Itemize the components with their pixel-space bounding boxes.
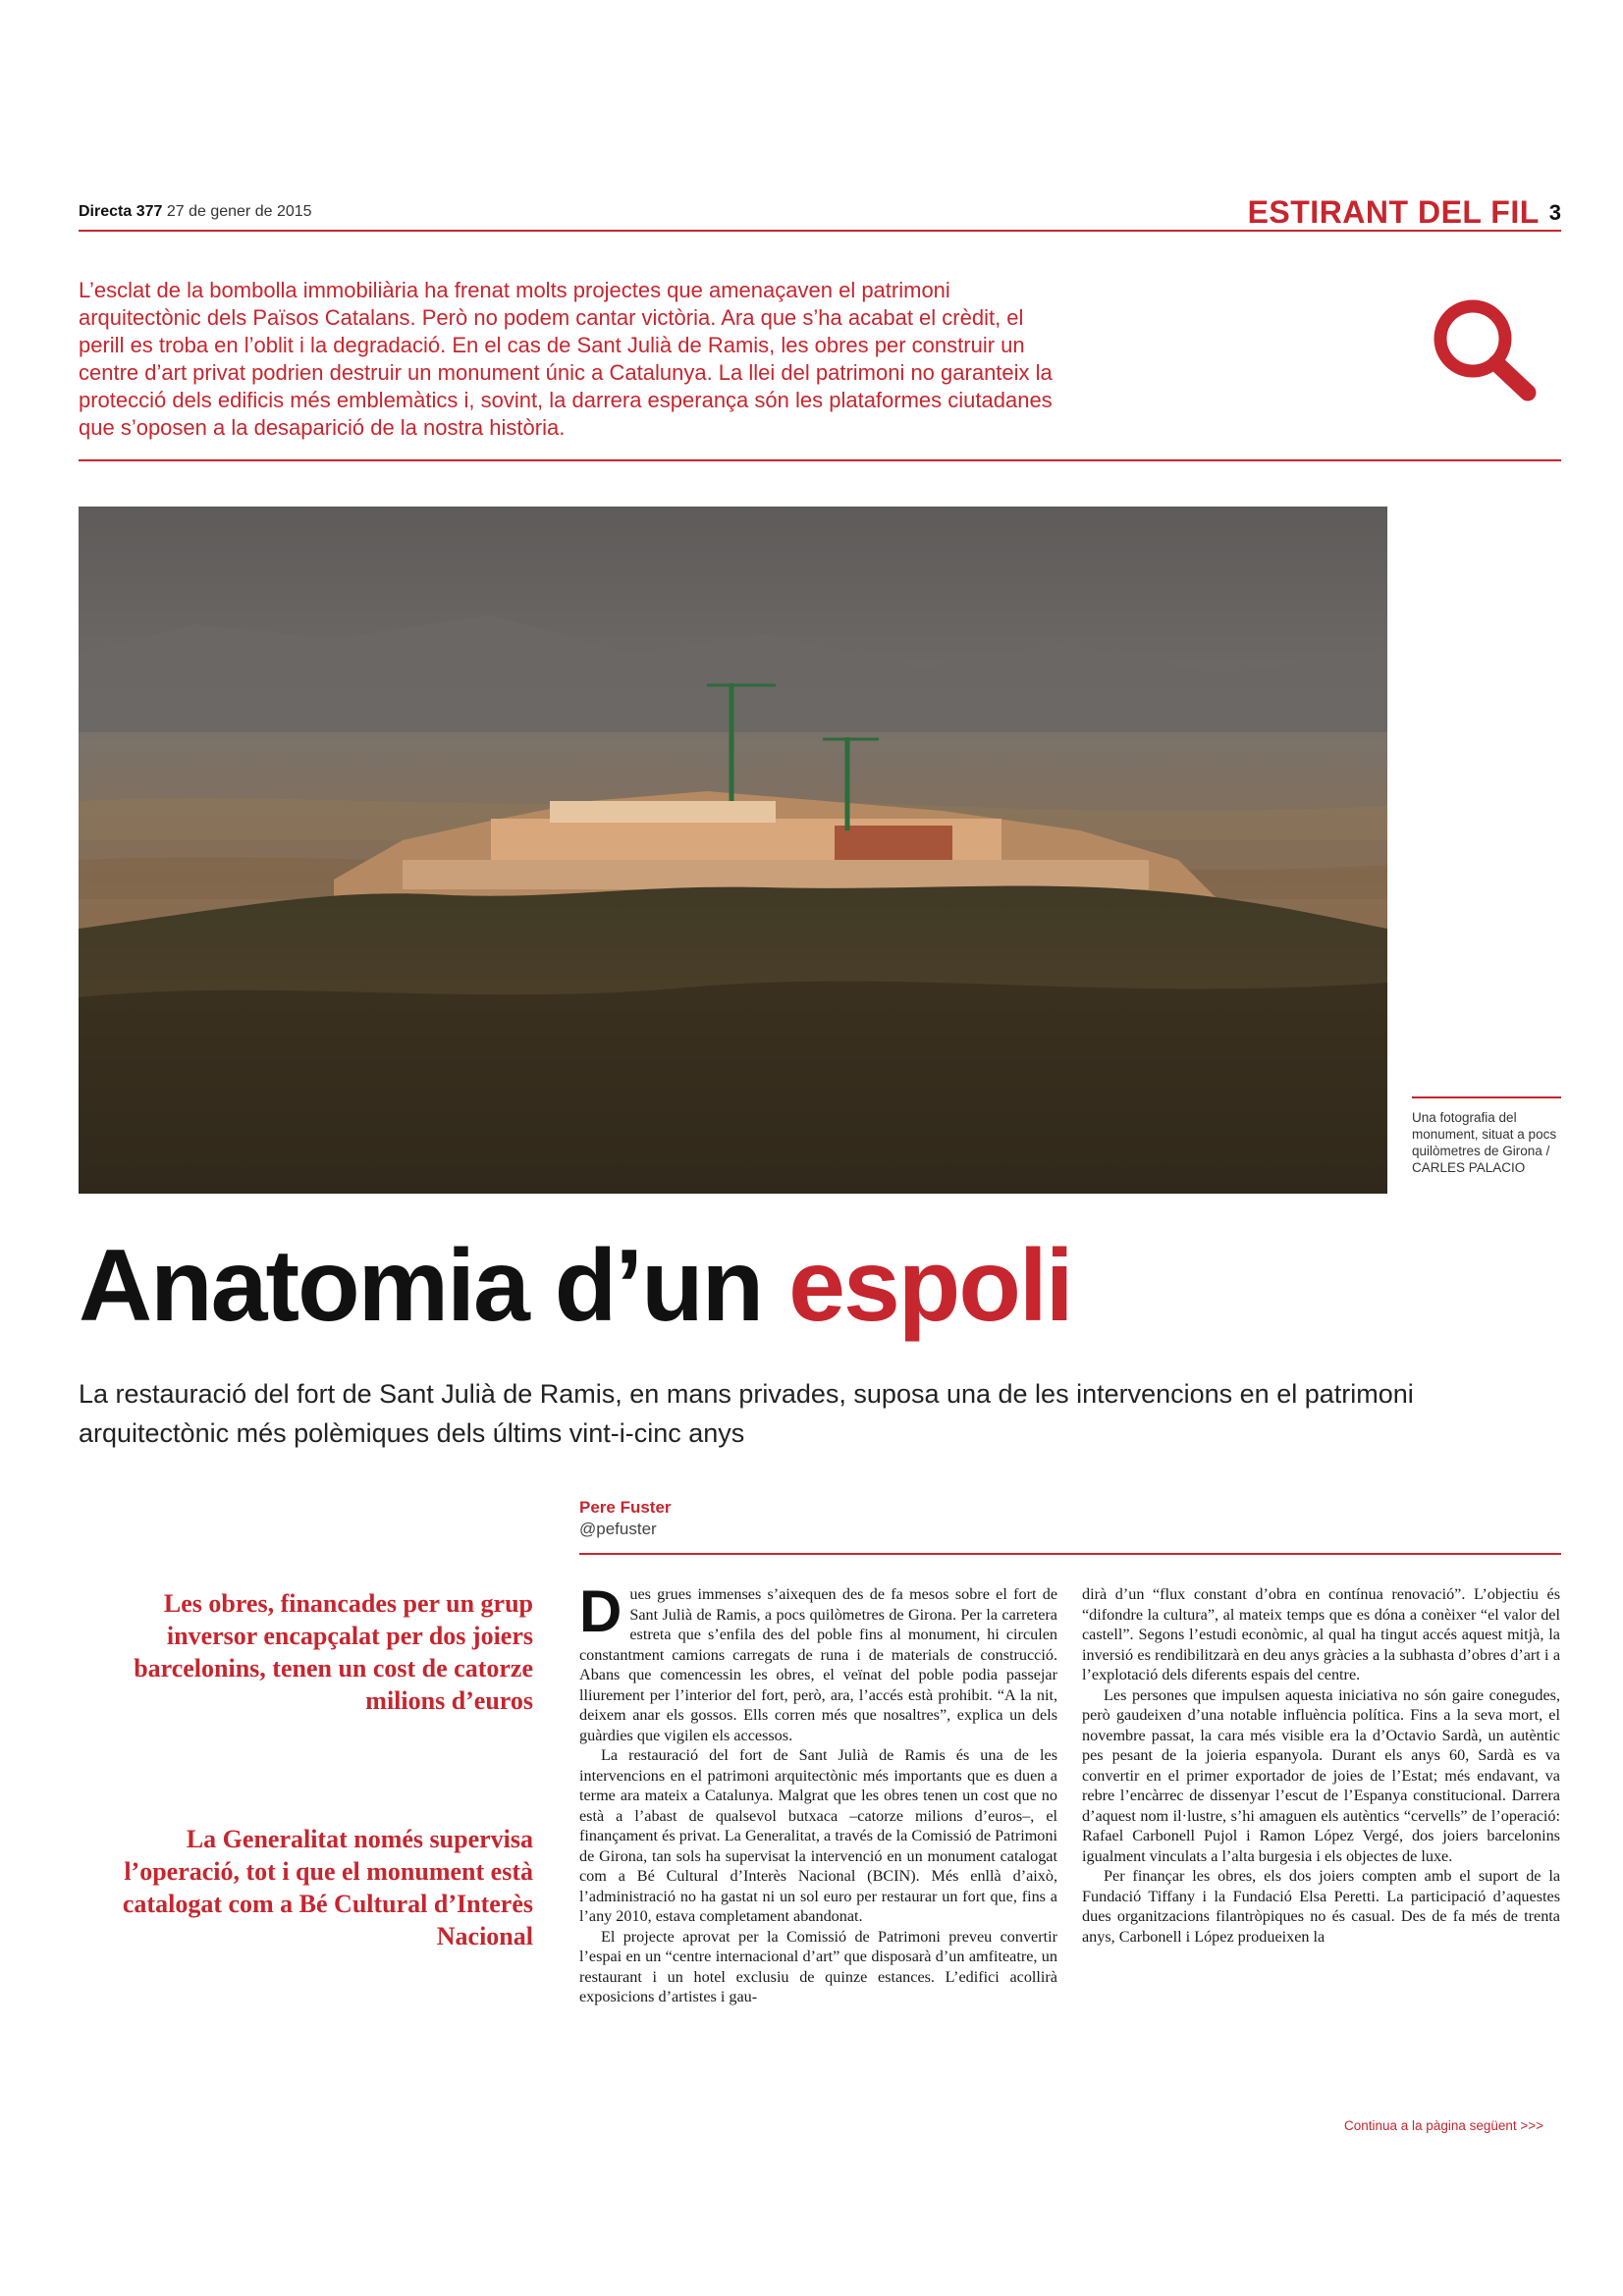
section-title: ESTIRANT DEL FIL: [1247, 194, 1540, 230]
headline: [79, 1229, 1072, 1343]
author-name: Pere Fuster: [579, 1498, 672, 1517]
page-number: 3: [1548, 200, 1561, 225]
issue-date: 27 de gener de 2015: [166, 203, 312, 220]
headline-main: Anatomia d’un: [79, 1229, 789, 1343]
body-column-1: [579, 1578, 1057, 2007]
pull-quote: Les obres, financades per un grup inversor encapçalat per dos joiers barcelonins, tenen un cost de catorze milions d’euros: [134, 1589, 533, 1715]
section-header: [1248, 194, 1561, 231]
body-column-2: [1082, 1584, 1560, 1947]
body-paragraph: Les persones que impulsen aquesta iniciativa no són gaire conegudes, però gaudeixen d’una notable influència política. Fins a la seva mort, el novembre passat, la cara més visible era la d’Octavio Sardà, un autèntic pes pesant de la joieria espanyola. Durant els anys 60, Sardà es va convertir en el primer exportador de joies de l’Estat; més endavant, va rebre l’encàrrec de dissenyar l’escut de l’Espanya constitucional. Darrera d’aquest nom il·lustre, s’hi amaguen els autèntics “cervells” de l’operació: Rafael Carbonell Pujol i Ramon López Vergé, dos joiers barcelonins igualment vinculats a l’alta burgesia i els objectes de luxe.: [1082, 1685, 1560, 1865]
fort-photo: [79, 507, 1387, 1194]
deck-subtitle: La restauració del fort de Sant Julià de Ramis, en mans privades, suposa una de les intervencions en el patrimoni arquitectònic més polèmiques dels últims vint-i-cinc anys: [79, 1379, 1414, 1448]
author-handle[interactable]: @pefuster: [579, 1520, 657, 1538]
publication-name: Directa 377: [79, 203, 163, 220]
dropcap: D: [579, 1578, 622, 1644]
continued-link[interactable]: Continua a la pàgina següent >>>: [1344, 2118, 1544, 2133]
publication-date-line: [79, 203, 312, 221]
intro-rule: [79, 459, 1561, 461]
body-paragraph: dirà d’un “flux constant d’obra en contínua renovació”. L’objectiu és “difondre la cultura”, al mateix temps que es dóna a conèixer “el valor del castell”. Segons l’estudi econòmic, al qual ha tingut accés aquest mitjà, la inversió es rendibilitzarà en deu anys gràcies a la subhasta d’obres d’art i a l’explotació dels diferents espais del centre.: [1082, 1585, 1560, 1683]
caption-rule: [1412, 1096, 1561, 1098]
search-icon: [1426, 294, 1543, 402]
headline-accent: espoli: [788, 1229, 1072, 1343]
byline: [579, 1497, 672, 1540]
body-paragraph: La restauració del fort de Sant Julià de Ramis és una de les intervencions en el patrimoni arquitectònic més importants que es duen a terme ara mateix a Catalunya. Malgrat que les obres tenen un cost que no està a l’abast de qualsevol butxaca –catorze milions d’euros–, el finançament és privat. La Generalitat, a través de la Comissió de Patrimoni de Girona, tan sols ha supervisat la intervenció en un monument catalogat com a Bé Cultural d’Interès Nacional (BCIN). Més enllà d’això, l’administració no ha gastat ni un sol euro per restaurar un fort que, fins a l’any 2010, estava completament abandonat.: [579, 1746, 1057, 1925]
intro-paragraph: L’esclat de la bombolla immobiliària ha frenat molts projectes que amenaçaven el patrimoni arquitectònic dels Països Catalans. Però no podem cantar victòria. Ara que s’ha acabat el crèdit, el perill es troba en l’oblit i la degradació. En el cas de Sant Julià de Ramis, les obres per construir un centre d’art privat podrien destruir un monument únic a Catalunya. La llei del patrimoni no garanteix la protecció dels edificis més emblemàtics i, sovint, la darrera esperança són les plataformes ciutadanes que s’oposen a la desaparició de la nostra història.: [79, 278, 1053, 440]
photo-caption: Una fotografia del monument, situat a pocs quilòmetres de Girona / CARLES PALACIO: [1412, 1110, 1557, 1175]
byline-rule: [579, 1553, 1561, 1555]
body-paragraph-text: ues grues immenses s’aixequen des de fa mesos sobre el fort de Sant Julià de Ramis, a pocs quilòmetres de Girona. Per la carretera estreta que s’enfila des del poble fins al monument, hi circulen constantment camions carregats de runa i de materials de construcció. Abans que comencessin les obres, el veïnat del poble podia passejar lliurement per l’interior del fort, però, ara, l’accés està prohibit. “A la nit, deixem anar els gossos. Ells corren més que nosaltres”, explica un dels guàrdies que vigilen els accessos.: [579, 1585, 1057, 1744]
pull-quote: La Generalitat només supervisa l’operació, tot i que el monument està catalogat com a Bé Cultural d’Interès Nacional: [122, 1825, 533, 1950]
header-rule: [79, 230, 1561, 232]
body-paragraph: [579, 1578, 1057, 1745]
body-paragraph: Per finançar les obres, els dos joiers compten amb el suport de la Fundació Tiffany i la Fundació Elsa Peretti. La participació d’aquestes dues organitzacions filantròpiques no és casual. Des de fa més de trenta anys, Carbonell i López produeixen la: [1082, 1867, 1560, 1946]
body-paragraph: El projecte aprovat per la Comissió de Patrimoni preveu convertir l’espai en un “centre internacional d’art” que disposarà d’un amfiteatre, un restaurant i un hotel exclusiu de quinze estances. L’edifici acollirà exposicions d’artistes i gau-: [579, 1927, 1057, 2005]
